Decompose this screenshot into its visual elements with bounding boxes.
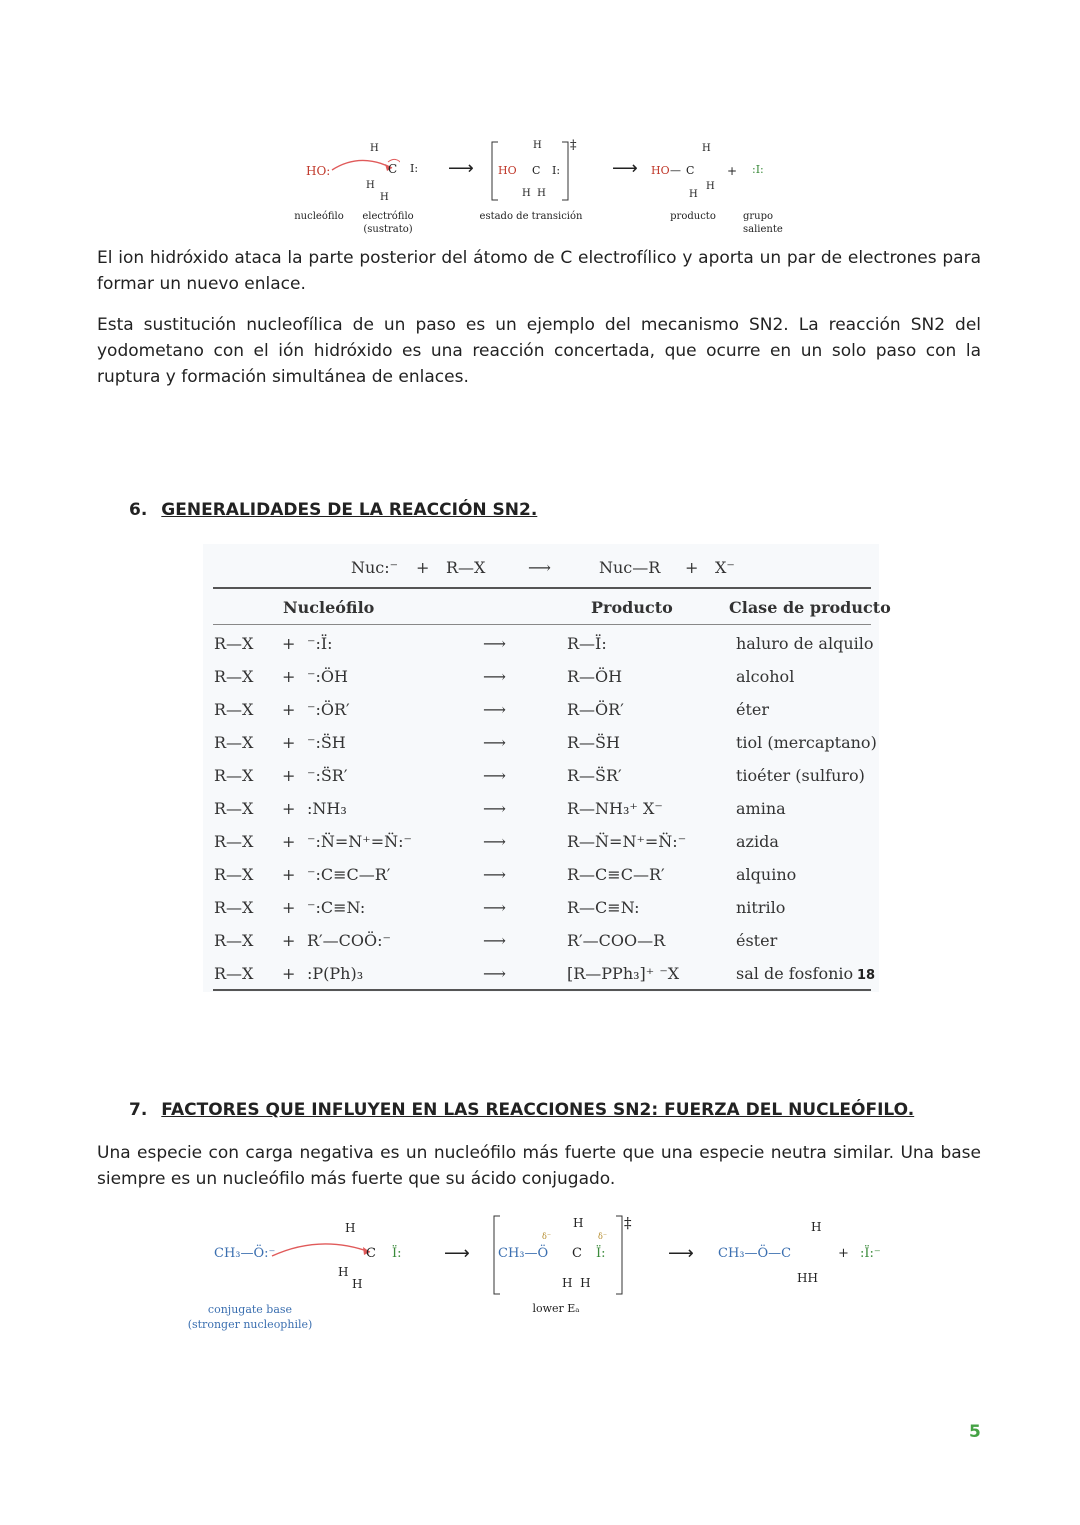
section-7-heading xyxy=(129,1100,914,1120)
cell-nucleophile: R′—COÖ:⁻ xyxy=(307,931,391,950)
paragraph-nucleophile-strength: Una especie con carga negativa es un nucleófilo más fuerte que una especie neutra similar. Una base siempre es un nucleófilo más fuerte que su ácido conjugado. xyxy=(97,1143,981,1189)
product-methoxy-methane: CH₃—Ö—C xyxy=(718,1246,792,1261)
cell-plus: + xyxy=(282,865,296,884)
attack-arrow-icon xyxy=(270,1236,380,1266)
cell-rx: R—X xyxy=(214,766,254,785)
section-6-number: 6. xyxy=(129,500,148,520)
cell-nucleophile: ⁻:C≡C—R′ xyxy=(307,865,391,884)
ts-iodine: I: xyxy=(552,164,561,177)
cell-arrow: ⟶ xyxy=(483,832,506,851)
cell-arrow: ⟶ xyxy=(483,799,506,818)
cell-rx: R—X xyxy=(214,865,254,884)
cell-rx: R—X xyxy=(214,931,254,950)
cell-product: R—C≡N: xyxy=(567,898,640,917)
table-bottom-rule xyxy=(213,989,871,991)
cell-nucleophile: ⁻:Ï: xyxy=(307,634,333,653)
header-class: Clase de producto xyxy=(729,598,891,617)
cell-rx: R—X xyxy=(214,799,254,818)
eq-nuc: Nuc:⁻ xyxy=(351,558,399,577)
cell-arrow: ⟶ xyxy=(483,898,506,917)
product-h-bottom: HH xyxy=(797,1271,818,1285)
reaction-arrow-icon: ⟶ xyxy=(612,158,638,179)
cell-product: R—ÖR′ xyxy=(567,700,624,719)
cell-arrow: ⟶ xyxy=(483,634,506,653)
eq-arrow: ⟶ xyxy=(528,558,551,577)
substrate-iodine: I: xyxy=(410,162,419,175)
cell-arrow: ⟶ xyxy=(483,931,506,950)
iodide-leaving-group: :Ï:⁻ xyxy=(860,1246,881,1261)
cell-arrow: ⟶ xyxy=(483,700,506,719)
substrate-h-bottom: H xyxy=(380,192,389,203)
cell-rx: R—X xyxy=(214,964,254,983)
product-h-top: H xyxy=(811,1220,822,1234)
label-product: producto xyxy=(670,211,716,222)
cell-class: amina xyxy=(736,799,786,818)
cell-nucleophile: ⁻:S̈R′ xyxy=(307,766,348,785)
table-row xyxy=(203,628,879,661)
ts-delta-left: δ⁻ xyxy=(542,1232,552,1241)
cell-product: R—S̈H xyxy=(567,733,620,752)
cell-class: alquino xyxy=(736,865,797,884)
section-6-title: GENERALIDADES DE LA REACCIÓN SN2. xyxy=(161,500,538,520)
label-transition-state: estado de transición xyxy=(479,211,583,222)
cell-arrow: ⟶ xyxy=(483,667,506,686)
ts-carbon: C xyxy=(572,1246,582,1261)
cell-rx: R—X xyxy=(214,898,254,917)
eq-rx: R—X xyxy=(446,558,486,577)
substrate-h-left: H xyxy=(338,1265,349,1279)
product-h-top: H xyxy=(702,143,711,154)
cell-class: sal de fosfonio xyxy=(736,964,854,983)
cell-plus: + xyxy=(282,964,296,983)
table-row xyxy=(203,661,879,694)
table-row xyxy=(203,793,879,826)
ts-h-bottom: H H xyxy=(522,188,546,199)
table-header-row xyxy=(203,592,891,625)
paragraph-sn2-mechanism: Esta sustitución nucleofílica de un paso es un ejemplo del mecanismo SN2. La reacción SN2 del yodometano con el ión hidróxido es una reacción concertada, que ocurre en un solo paso con la ruptura y formación simultánea de enlaces. xyxy=(97,315,981,387)
cell-class: tiol (mercaptano) xyxy=(736,733,877,752)
table-equation xyxy=(203,552,879,585)
table-row xyxy=(203,826,879,859)
slide-number: 18 xyxy=(857,968,876,983)
cell-nucleophile: :NH₃ xyxy=(307,799,347,818)
ts-hydroxide: HO xyxy=(498,164,517,177)
page-number: 5 xyxy=(969,1422,981,1442)
label-lower-ea: lower Eₐ xyxy=(532,1302,580,1315)
section-7-title: FACTORES QUE INFLUYEN EN LAS REACCIONES SN2: FUERZA DEL NUCLEÓFILO. xyxy=(161,1100,915,1120)
cell-plus: + xyxy=(282,832,296,851)
cell-plus: + xyxy=(282,667,296,686)
ts-h-top: H xyxy=(573,1216,584,1230)
table-header-rule xyxy=(213,624,871,625)
plus-sign: + xyxy=(727,164,738,178)
cell-rx: R—X xyxy=(214,733,254,752)
label-leaving-group: grupo saliente xyxy=(743,211,783,235)
substrate-h-left: H xyxy=(366,180,375,191)
eq-plus1: + xyxy=(416,558,430,577)
product-bond: — xyxy=(670,164,681,177)
section-6-heading xyxy=(129,500,537,520)
cell-rx: R—X xyxy=(214,634,254,653)
product-carbon: C xyxy=(686,164,695,177)
eq-product: Nuc—R xyxy=(599,558,661,577)
cell-rx: R—X xyxy=(214,700,254,719)
cell-product: [R—PPh₃]⁺ ⁻X xyxy=(567,964,680,983)
hydroxide-nucleophile: HO: xyxy=(306,164,331,178)
ts-h-top: H xyxy=(533,140,542,151)
substrate-carbon: C xyxy=(366,1246,376,1261)
product-h-right: H xyxy=(706,181,715,192)
cell-product: R—ÖH xyxy=(567,667,623,686)
cell-arrow: ⟶ xyxy=(483,733,506,752)
cell-nucleophile: ⁻:C≡N: xyxy=(307,898,366,917)
section-7-number: 7. xyxy=(129,1100,148,1120)
substrate-h-top: H xyxy=(370,143,379,154)
iodide-leaving-group: :I: xyxy=(752,163,764,176)
product-ho: HO xyxy=(651,164,670,177)
paragraph-hydroxide-attack: El ion hidróxido ataca la parte posterior del átomo de C electrofílico y aporta un par de electrones para formar un nuevo enlace. xyxy=(97,248,981,294)
cell-plus: + xyxy=(282,766,296,785)
cell-plus: + xyxy=(282,931,296,950)
substrate-h-bottom: H xyxy=(352,1277,363,1291)
cell-class: éster xyxy=(736,931,778,950)
eq-plus2: + xyxy=(685,558,699,577)
sn2-nucleophile-table xyxy=(203,544,891,992)
label-conjugate-base: conjugate base (stronger nucleophile) xyxy=(187,1303,313,1331)
cell-arrow: ⟶ xyxy=(483,964,506,983)
table-row xyxy=(203,859,879,892)
cell-plus: + xyxy=(282,733,296,752)
table-top-rule xyxy=(213,587,871,589)
ts-h-bottom: H H xyxy=(562,1276,591,1290)
cell-product: R—C≡C—R′ xyxy=(567,865,665,884)
ts-carbon: C xyxy=(532,164,541,177)
cell-product: R—S̈R′ xyxy=(567,766,622,785)
cell-nucleophile: ⁻:ÖH xyxy=(307,667,348,686)
eq-leaving: X⁻ xyxy=(715,558,735,577)
cell-product: R′—COO—R xyxy=(567,931,666,950)
cell-plus: + xyxy=(282,898,296,917)
cell-plus: + xyxy=(282,634,296,653)
table-row xyxy=(203,694,879,727)
reaction-arrow-icon: ⟶ xyxy=(668,1243,694,1264)
product-h-bottom: H xyxy=(689,189,698,200)
table-row xyxy=(203,760,879,793)
cell-product: R—Ï: xyxy=(567,634,607,653)
table-row xyxy=(203,892,879,925)
ts-iodine: Ï: xyxy=(596,1246,606,1261)
reaction-arrow-icon: ⟶ xyxy=(448,158,474,179)
cell-class: azida xyxy=(736,832,779,851)
cell-class: alcohol xyxy=(736,667,795,686)
table-row xyxy=(203,925,879,958)
table-row xyxy=(203,958,879,991)
label-nucleophile: nucleófilo xyxy=(294,211,344,222)
cell-product: R—NH₃⁺ X⁻ xyxy=(567,799,663,818)
header-product: Producto xyxy=(591,598,673,617)
cell-plus: + xyxy=(282,799,296,818)
methoxide-nucleophile: CH₃—Ö:⁻ xyxy=(214,1246,276,1261)
ts-delta-right: δ⁻ xyxy=(598,1232,608,1241)
substrate-carbon: C xyxy=(388,162,398,176)
cell-product: R—N̈=N⁺=N̈:⁻ xyxy=(567,832,687,851)
cell-nucleophile: ⁻:S̈H xyxy=(307,733,346,752)
cell-nucleophile: ⁻:N̈=N⁺=N̈:⁻ xyxy=(307,832,412,851)
cell-class: nitrilo xyxy=(736,898,786,917)
cell-nucleophile: ⁻:ÖR′ xyxy=(307,700,350,719)
substrate-iodine: Ï: xyxy=(392,1246,402,1261)
substrate-h-top: H xyxy=(345,1221,356,1235)
table-row xyxy=(203,727,879,760)
plus-sign: + xyxy=(838,1246,849,1261)
reaction-arrow-icon: ⟶ xyxy=(444,1243,470,1264)
cell-class: haluro de alquilo xyxy=(736,634,874,653)
cell-class: éter xyxy=(736,700,770,719)
cell-arrow: ⟶ xyxy=(483,865,506,884)
cell-rx: R—X xyxy=(214,832,254,851)
ts-dagger: ‡ xyxy=(624,1214,632,1232)
label-electrophile: electrófilo (sustrato) xyxy=(362,211,414,235)
cell-class: tioéter (sulfuro) xyxy=(736,766,865,785)
ts-dagger: ‡ xyxy=(570,138,577,153)
ts-methoxide: CH₃—Ö xyxy=(498,1246,549,1261)
cell-arrow: ⟶ xyxy=(483,766,506,785)
cell-nucleophile: :P(Ph)₃ xyxy=(307,964,364,983)
cell-rx: R—X xyxy=(214,667,254,686)
cell-plus: + xyxy=(282,700,296,719)
header-nucleophile: Nucleófilo xyxy=(283,598,375,617)
